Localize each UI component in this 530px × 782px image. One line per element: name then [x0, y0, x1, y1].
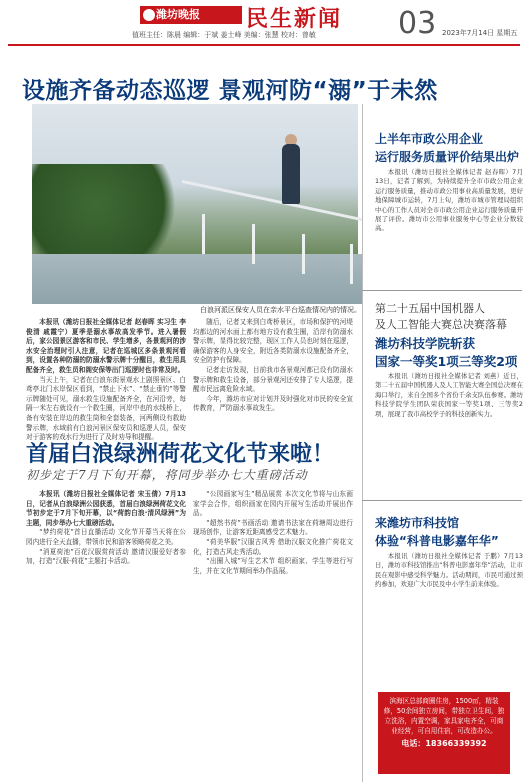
classified-ad — [378, 692, 510, 774]
logo-mark-icon — [143, 9, 155, 21]
second-headline: 首届白浪绿洲荷花文化节来啦！ — [26, 442, 335, 467]
lead-paragraph: 当天上午，记者在白浪东街景观水上剧照景区、白鸢亭北门水岸保区看到，“禁止下水”、“禁止垂钓”等警示牌随处可见，溺水救生设施配备齐全，在河沿旁，每隔一米左右就设有一个救生圈，河岸中也的水线桥上，备有安装在岸边的救生筒和全套装备，河两侧设有救助警示牌，水域前有白浪河景区保安员和巡逻人员，保安对于游客的戏水行为进行了及时劝导和提醒。 — [26, 375, 186, 442]
sidebar-rule — [362, 290, 522, 291]
logo-text: 潍坊晚报 — [156, 8, 200, 21]
sidebar-story1-headline: 上半年市政公用企业 — [375, 132, 484, 146]
sidebar-story2-headline: 及人工智能大赛总决赛落幕 — [375, 318, 507, 331]
publication-date: 2023年7月14日 星期五 — [442, 29, 518, 37]
second-paragraph: “荷美华服”汉服古风秀 借助汉服文化推广荷花文化，打造古风走秀活动。 — [193, 537, 353, 556]
sidebar-paragraph: 本报讯（潍坊日报社全媒体记者 于鹏）7月13日，潍坊市科技馆推出“科普电影嘉年华”活动，让市民在观影中感受科学魅力。活动期间，市民可通过预约参加，欢迎广大市民及中小学生前来体验。 — [375, 552, 523, 589]
sidebar-rule — [362, 500, 522, 501]
photo-person — [282, 144, 300, 204]
second-paragraph: “公园画家写生”精品展赏 本次文化节将与山东画家学会合作，组织画家在园内开展写生活动并展出作品。 — [193, 490, 353, 518]
photo-rail-post — [350, 244, 353, 284]
second-paragraph: 本报讯（潍坊日报社全媒体记者 宋玉倩）7月13日，记者从白浪绿洲公园获悉，首届白浪绿洲荷花文化节初步定于7月下旬开幕，以“荷韵白浪·清风绿洲”为主题，同步举办七大重磅活动。 — [26, 490, 186, 527]
lead-paragraph: 记者走访发现，目前我市各景观河都已设有防溺水警示牌和救生设备，部分景观河还安排了专人巡逻，提醒市民远离危险水域。 — [193, 365, 353, 394]
newspaper-logo — [140, 6, 242, 24]
section-title: 民生新闻 — [246, 6, 343, 32]
sidebar-story1-headline: 运行服务质量评价结果出炉 — [375, 150, 520, 164]
photo-trees — [32, 164, 192, 264]
second-column-2 — [193, 490, 353, 780]
sidebar-story3-headline: 来潍坊市科技馆 — [375, 516, 460, 530]
second-column-1 — [26, 490, 186, 780]
photo-rail-post — [252, 224, 255, 264]
second-paragraph: “梦约荷花”首日直播活动 文化节开幕当天将在公园内进行全天直播，带领市民和游客领略荷花之美。 — [26, 528, 186, 546]
sidebar-paragraph: 本报讯（潍坊日报社全媒体记者 赵春晖）7月13日，记者了解到，为持续提升全市市政公用企业运行服务质量，推动市政公用事业高质量发展，更好地保障城市运转，7月上旬，潍坊市城市管理局组织中心的工作人员对全市市政公用企业运行服务质量开展了评价。潍坊市公用事业服务中心等企业分数较高。 — [375, 168, 523, 233]
lead-photo — [32, 104, 358, 304]
ad-text: 滨海区总部商圈住房，1500㎡，精装修，50余间独立房间，带独立卫生间，独立洗浴，内置空调，家具家电齐全，可商业经营，可自用住宿，可改造办公。 — [383, 697, 505, 735]
second-paragraph: “超然书荷”书画活动 邀请书法家在荷塘周边进行现场创作，让游客近距离感受艺术魅力。 — [193, 518, 353, 537]
photo-rail-post — [202, 214, 205, 254]
lead-paragraph: 今年，潍坊市应对计划并及时强化对市民的安全宣传教育，严防溺水事故发生。 — [193, 394, 353, 413]
sidebar-story2-headline: 国家一等奖1项三等奖2项 — [375, 354, 518, 369]
second-subhead: 初步定于7月下旬开幕，将同步举办七大重磅活动 — [26, 468, 308, 482]
sidebar-divider — [362, 104, 363, 782]
sidebar-story3-headline: 体验“科普电影嘉年华” — [375, 534, 499, 548]
photo-caption: 白浪河派区保安人员在亲水平台巡查情况内的情况。 — [200, 306, 361, 314]
page-number: 03 — [398, 6, 437, 41]
lead-column-1 — [26, 318, 186, 442]
lead-paragraph: 随后，记者又来到白鸢桥景区，市场和保护的河堤均都边的河水面上都有地方设有救生圈，沿岸有防溺水警示牌，显得比较完整，现区工作人员也时刻在巡逻，确保游客的人身安全，附近各类防溺水设施配备齐全，安全防护有保障。 — [193, 318, 353, 365]
staff-line: 值班主任：陈晨 编辑：于斌 姜士峰 美编：张慧 校对：曾敏 — [132, 31, 316, 39]
sidebar-story3-body — [375, 552, 523, 684]
lead-headline: 设施齐备动态巡逻 景观河防“溺”于未然 — [22, 78, 438, 104]
masthead-rule — [8, 44, 520, 46]
second-paragraph: “出圈入城”写生艺术节 组织画家、学生等进行写生，并在文化节期间举办作品展。 — [193, 557, 353, 575]
sidebar-story2-headline: 第二十五届中国机器人 — [375, 302, 485, 315]
sidebar-story2-body — [375, 372, 523, 498]
masthead — [0, 0, 530, 46]
lead-paragraph: 本报讯（潍坊日报社全媒体记者 赵春晖 实习生 李俊清 戚霞宁）夏季是溺水事故高发季节。进入暑假后，家公园景区游客和市民、学生增多，各景观河的涉水安全治理时引人注意，记者在巡城区多条景观河看到，设置各种防溺的防溺水警示牌十分醒目，救生用具配备齐全，救生员和阁安保等出门巡逻时也非常及时。 — [26, 318, 186, 374]
second-paragraph: “消夏荷池”百花汉服赏荷活动 邀请汉服爱好者参加，打造“汉服·荷花”主题打卡活动。 — [26, 547, 186, 566]
sidebar-story2-headline: 潍坊科技学院斩获 — [375, 336, 476, 351]
lead-column-2 — [193, 318, 353, 430]
photo-rail-post — [302, 234, 305, 274]
sidebar-story1-body — [375, 168, 523, 284]
sidebar-paragraph: 本报讯（潍坊日报社全媒体记者 刘燕）近日，第二十五届中国机器人及人工智能大赛全国总决赛在海口举行，来自全国多个省份千余支队伍参赛。潍坊科技学院学生团队荣获国家一等奖1项、三等奖2项，展现了我市高校学子的科技创新实力。 — [375, 372, 523, 418]
sidebar — [365, 104, 525, 782]
ad-phone: 电话：18366339392 — [401, 739, 487, 748]
